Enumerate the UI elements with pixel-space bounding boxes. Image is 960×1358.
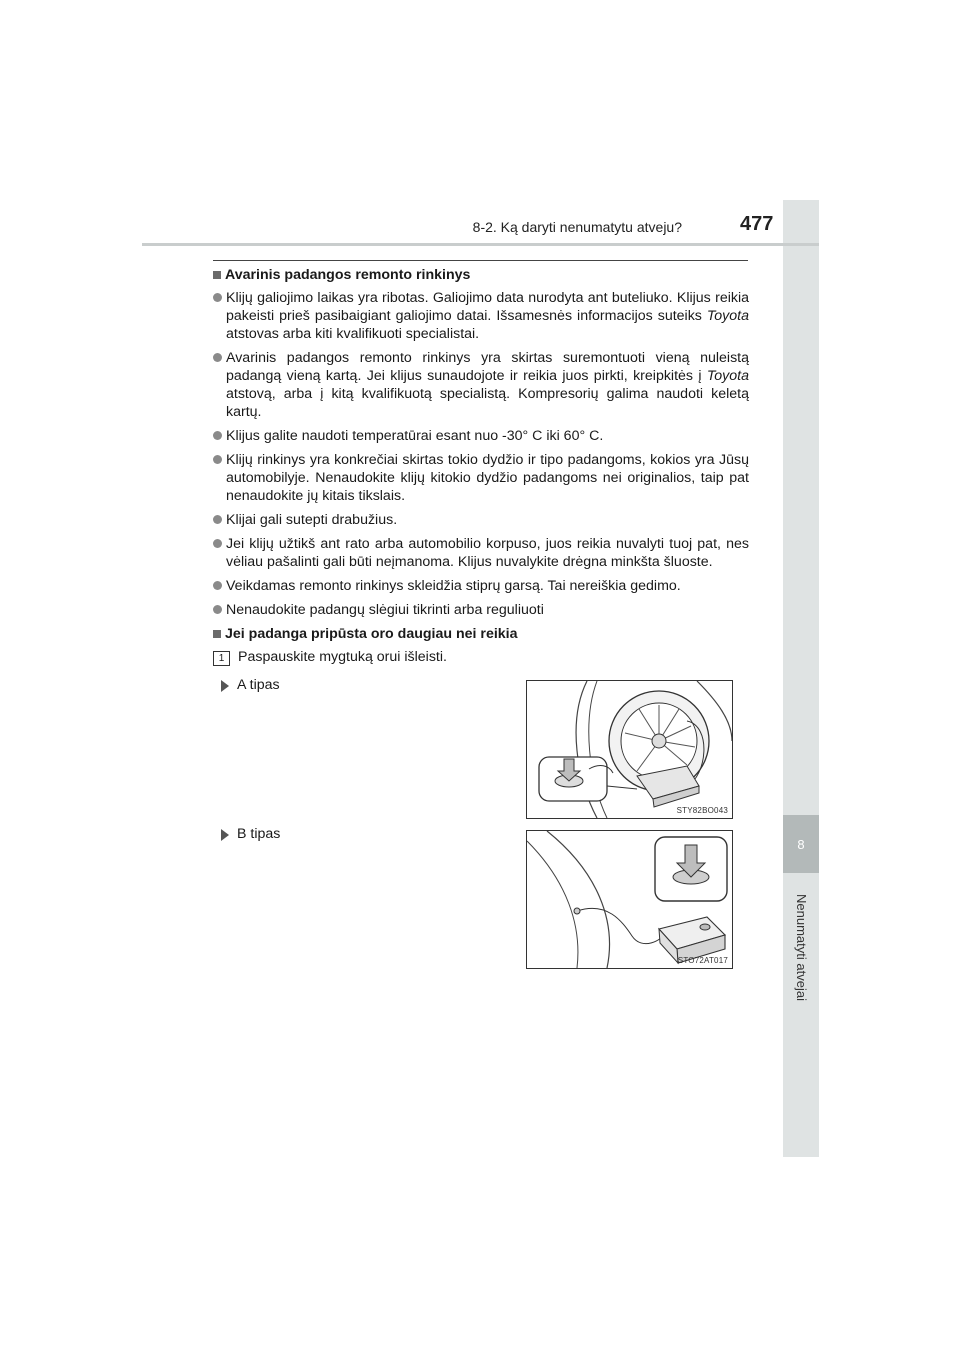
triangle-pointer-icon <box>221 829 229 841</box>
bullet-text: Klijų galiojimo laikas yra ribotas. Galiojimo data nurodyta ant buteliuko. Klijus reikia pakeisti prieš pasibaigiant galiojimo datai. Išsamesnės informacijos suteiks Toyota atstovas arba kiti kvalifikuoti specialistai. <box>226 290 749 342</box>
bullet-item <box>213 349 749 421</box>
round-bullet-icon <box>213 431 222 440</box>
round-bullet-icon <box>213 293 222 302</box>
figure-b-label: B tipas <box>237 826 281 842</box>
chapter-label-text: Nenumatyti atvejai <box>793 893 809 1001</box>
tire-compressor-illustration-a <box>527 681 732 818</box>
bullet-text: Jei klijų užtikš ant rato arba automobilio korpuso, juos reikia nuvalyti tuoj pat, nes vėliau pašalinti gali būti neįmanoma. Klijus nuvalykite drėgna minkšta šluoste. <box>226 536 749 570</box>
chapter-number: 8 <box>783 815 819 873</box>
round-bullet-icon <box>213 605 222 614</box>
triangle-pointer-icon <box>221 680 229 692</box>
figure-b-code: STO72AT017 <box>677 956 728 965</box>
square-bullet-icon <box>213 271 221 279</box>
round-bullet-icon <box>213 455 222 464</box>
tire-compressor-illustration-b <box>527 831 732 968</box>
page-content <box>213 266 749 666</box>
bullet-text: Veikdamas remonto rinkinys skleidžia stiprų garsą. Tai nereiškia gedimo. <box>226 578 681 594</box>
bullet-item <box>213 427 749 445</box>
figure-a <box>526 680 733 819</box>
bullet-text: Avarinis padangos remonto rinkinys yra skirtas suremontuoti vieną nuleistą padangą vieną kartą. Jei klijus sunaudojote ir reikia juos pirkti, kreipkitės į Toyota atstovą, arba į kitą kvalifikuotą specialistą. Kompresorių galima naudoti keletą kartų. <box>226 350 749 420</box>
step-number-box: 1 <box>213 651 230 666</box>
bullet-text: Klijai gali sutepti drabužius. <box>226 512 398 528</box>
square-bullet-icon <box>213 630 221 638</box>
round-bullet-icon <box>213 353 222 362</box>
section-divider <box>213 260 748 261</box>
chapter-label <box>783 884 819 1010</box>
bullet-item <box>213 511 749 529</box>
round-bullet-icon <box>213 539 222 548</box>
header-divider <box>142 243 819 246</box>
bullet-item <box>213 451 749 505</box>
figure-a-label: A tipas <box>237 677 280 693</box>
step-text: Paspauskite mygtuką orui išleisti. <box>238 649 447 665</box>
page-number: 477 <box>740 213 774 235</box>
bullet-text: Nenaudokite padangų slėgiui tikrinti arba reguliuoti <box>226 602 544 618</box>
round-bullet-icon <box>213 581 222 590</box>
figure-a-code: STY82BO043 <box>676 806 728 815</box>
bullet-item <box>213 577 749 595</box>
section-heading-repair-kit: Avarinis padangos remonto rinkinys <box>213 266 749 284</box>
round-bullet-icon <box>213 515 222 524</box>
bullet-item <box>213 535 749 571</box>
bullet-item <box>213 289 749 343</box>
page-header-title: 8-2. Ką daryti nenumatytu atveju? <box>472 219 682 235</box>
section-heading-overinflated: Jei padanga pripūsta oro daugiau nei reikia <box>213 625 749 643</box>
bullet-text: Klijus galite naudoti temperatūrai esant nuo -30° C iki 60° C. <box>226 428 604 444</box>
step-1 <box>213 648 749 666</box>
bullet-text: Klijų rinkinys yra konkrečiai skirtas tokio dydžio ir tipo padangoms, kokios yra Jūsų automobilyje. Nenaudokite klijų kitokio dydžio padangoms nei originalios, taip pat nenaudokite jų kitais tikslais. <box>226 452 749 504</box>
figure-b <box>526 830 733 969</box>
bullet-list <box>213 289 749 619</box>
bullet-item <box>213 601 749 619</box>
chapter-side-tab <box>783 200 819 1157</box>
